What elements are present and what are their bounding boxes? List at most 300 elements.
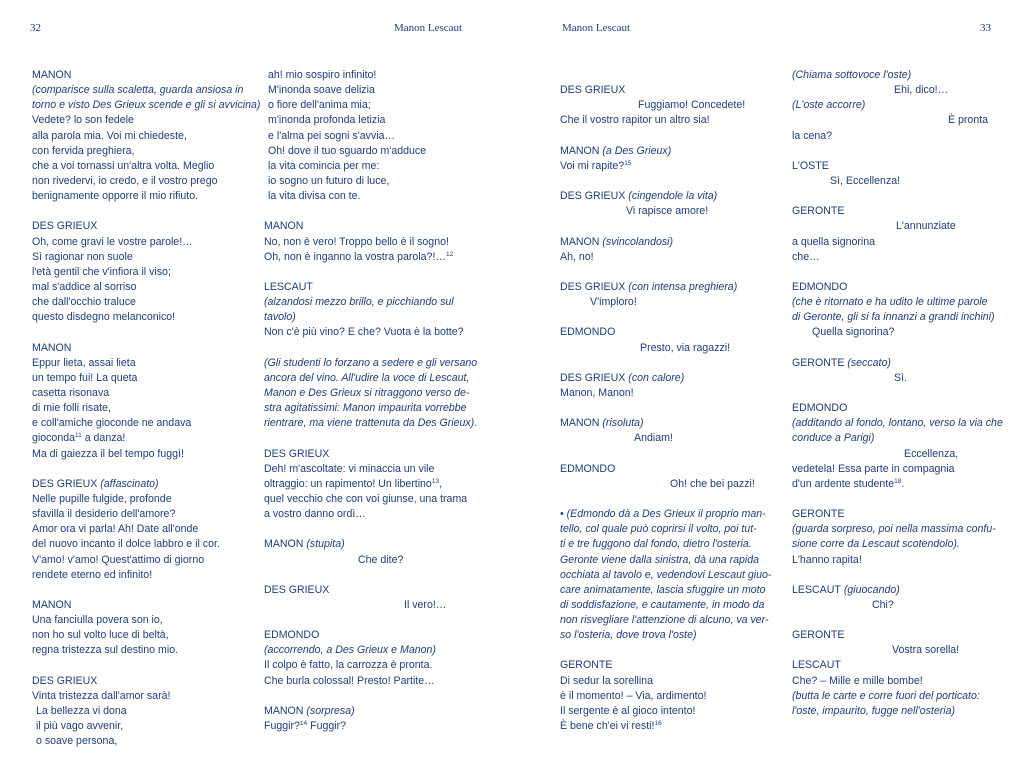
text-line bbox=[32, 719, 244, 734]
text-line bbox=[792, 416, 1004, 431]
stage-direction-text: di Geronte, gli si fa innanzi a grandi inchini) bbox=[792, 311, 995, 324]
text-line bbox=[32, 371, 244, 386]
text-line bbox=[560, 462, 772, 477]
text-line bbox=[32, 537, 244, 552]
line-text: DES GRIEUX bbox=[264, 583, 330, 596]
blank-line bbox=[560, 265, 772, 280]
line-text: la cena? bbox=[792, 129, 833, 142]
line-text: Oh! dove il tuo sguardo m'adduce bbox=[268, 144, 427, 157]
text-line bbox=[264, 250, 476, 265]
line-text: Nelle pupille fulgide, profonde bbox=[32, 492, 172, 505]
stage-direction-text: ancora del vino. All'udire la voce di Lescaut, bbox=[264, 371, 470, 384]
text-line bbox=[792, 658, 1004, 673]
stage-direction-text: (Chiama sottovoce l'oste) bbox=[792, 69, 912, 81]
stage-direction-text: (che è ritornato e ha udito le ultime parole bbox=[792, 296, 988, 309]
line-text: casetta risonava bbox=[32, 386, 110, 399]
line-text: Eppur lieta, assai lieta bbox=[32, 356, 136, 369]
blank-line bbox=[792, 568, 1004, 583]
text-line bbox=[264, 189, 476, 204]
text-line bbox=[32, 477, 244, 492]
line-text: EDMONDO bbox=[792, 402, 848, 415]
text-line bbox=[264, 477, 476, 492]
line-text: Che? – Mille e mille bombe! bbox=[792, 674, 923, 687]
text-line bbox=[32, 144, 244, 159]
line-text: Oh! che bei pazzi! bbox=[670, 477, 755, 490]
text-line bbox=[560, 583, 772, 598]
footnote-marker: 13 bbox=[431, 477, 440, 485]
running-head-right: Manon Lescaut bbox=[562, 22, 631, 34]
text-line bbox=[792, 219, 1004, 234]
text-line bbox=[560, 159, 772, 174]
line-text: GERONTE bbox=[792, 356, 845, 369]
line-text-tail: a danza! bbox=[81, 432, 126, 445]
text-column-2 bbox=[264, 68, 476, 734]
text-line bbox=[264, 492, 476, 507]
line-text: non rivedervi, io credo, e il vostro prego bbox=[32, 174, 218, 187]
line-text: M'inonda soave delizia bbox=[268, 84, 375, 97]
text-line bbox=[32, 674, 244, 689]
text-line bbox=[792, 250, 1004, 265]
text-line bbox=[560, 83, 772, 98]
line-text: ah! mio sospiro infinito! bbox=[268, 69, 377, 81]
text-line bbox=[264, 98, 476, 113]
text-line bbox=[32, 704, 244, 719]
line-text: È pronta bbox=[948, 114, 989, 127]
text-line bbox=[792, 68, 1004, 83]
line-text: Vedete? lo son fedele bbox=[32, 114, 134, 127]
text-line bbox=[560, 522, 772, 537]
stage-direction-text: tavolo) bbox=[264, 311, 296, 324]
line-text: DES GRIEUX bbox=[32, 220, 98, 233]
text-line bbox=[32, 401, 244, 416]
blank-line bbox=[792, 492, 1004, 507]
stage-direction-text: rientrare, ma viene trattenuta da Des Grieux). bbox=[264, 417, 478, 430]
line-text: DES GRIEUX bbox=[560, 190, 626, 203]
line-text: a vostro danno ordì… bbox=[264, 508, 366, 521]
line-text: Il colpo è fatto, la carrozza è pronta. bbox=[264, 659, 433, 672]
blank-line bbox=[792, 189, 1004, 204]
text-line bbox=[32, 568, 244, 583]
line-text: Che il vostro rapitor un altro sia! bbox=[560, 114, 710, 127]
text-line bbox=[792, 371, 1004, 386]
text-line bbox=[792, 537, 1004, 552]
blank-line bbox=[264, 341, 476, 356]
stage-direction-text: ti e tre fuggono dal fondo, dietro l'osteria. bbox=[560, 538, 752, 551]
text-line bbox=[32, 280, 244, 295]
line-text: DES GRIEUX bbox=[32, 477, 98, 490]
text-line bbox=[32, 416, 244, 431]
stage-direction-text: Manon e Des Grieux si ritraggono verso de- bbox=[264, 386, 470, 399]
text-line bbox=[264, 386, 476, 401]
text-line bbox=[560, 386, 772, 401]
text-line bbox=[560, 628, 772, 643]
text-line bbox=[560, 704, 772, 719]
blank-line bbox=[560, 356, 772, 371]
blank-line bbox=[792, 386, 1004, 401]
blank-line bbox=[264, 522, 476, 537]
text-line bbox=[792, 325, 1004, 340]
line-text: Deh! m'ascoltate: vi minaccia un vile bbox=[264, 462, 435, 475]
text-line bbox=[560, 674, 772, 689]
line-text: alla parola mia. Voi mi chiedeste, bbox=[32, 129, 187, 142]
line-text: Sì, Eccellenza! bbox=[830, 174, 901, 187]
stage-direction-text: (accorrendo, a Des Grieux e Manon) bbox=[264, 644, 436, 657]
blank-line bbox=[264, 265, 476, 280]
text-line bbox=[792, 98, 1004, 113]
text-line bbox=[792, 598, 1004, 613]
line-text: MANON bbox=[560, 417, 600, 430]
text-line bbox=[264, 371, 476, 386]
line-text: l'età gentil che v'infiora il viso; bbox=[32, 265, 171, 278]
text-line bbox=[792, 235, 1004, 250]
stage-direction-text: (L'oste accorre) bbox=[792, 99, 866, 112]
blank-line bbox=[560, 643, 772, 658]
text-line bbox=[32, 598, 244, 613]
line-text: la vita comincia per me: bbox=[268, 159, 380, 172]
text-line bbox=[560, 537, 772, 552]
text-line bbox=[264, 674, 476, 689]
stage-direction-text: (Gli studenti lo forzano a sedere e gli versano bbox=[264, 356, 478, 369]
line-text: regna tristezza sul destino mio. bbox=[32, 644, 179, 657]
line-text: Eccellenza, bbox=[904, 447, 959, 460]
stage-direction: (seccato) bbox=[844, 356, 891, 369]
text-line bbox=[792, 310, 1004, 325]
line-text: mal s'addice al sorriso bbox=[32, 280, 137, 293]
page-number-left: 32 bbox=[30, 22, 41, 34]
line-text: un tempo fui! La queta bbox=[32, 371, 138, 384]
blank-line bbox=[792, 144, 1004, 159]
text-line bbox=[264, 507, 476, 522]
line-text: Che burla colossal! Presto! Partite… bbox=[264, 674, 435, 687]
line-text: Il sergente è al gioco intento! bbox=[560, 704, 696, 717]
text-line bbox=[792, 204, 1004, 219]
text-line bbox=[32, 159, 244, 174]
text-line bbox=[264, 310, 476, 325]
blank-line bbox=[560, 401, 772, 416]
line-text: EDMONDO bbox=[560, 326, 616, 339]
text-line bbox=[264, 129, 476, 144]
text-line bbox=[560, 250, 772, 265]
stage-direction-text: • (Edmondo dà a Des Grieux il proprio man- bbox=[560, 508, 766, 521]
stage-direction-text: di soddisfazione, e cautamente, in modo da bbox=[560, 598, 765, 611]
line-text: Sì ragionar non suole bbox=[32, 250, 133, 263]
line-text: d'un ardente studente bbox=[792, 477, 895, 490]
line-text: MANON bbox=[32, 69, 72, 81]
line-text: LESCAUT bbox=[264, 280, 313, 293]
line-text: del nuovo incanto il dolce labbro e il cor. bbox=[32, 538, 220, 551]
line-text: MANON bbox=[560, 144, 600, 157]
stage-direction-text: so l'osteria, dove trova l'oste) bbox=[560, 629, 697, 642]
line-text: L'hanno rapita! bbox=[792, 553, 862, 566]
line-text: È bene ch'ei vi resti! bbox=[560, 720, 655, 733]
line-text: DES GRIEUX bbox=[560, 84, 626, 97]
text-line bbox=[560, 235, 772, 250]
text-column-3 bbox=[560, 68, 772, 734]
stage-direction: (con intensa preghiera) bbox=[625, 280, 738, 293]
line-text: MANON bbox=[264, 704, 304, 717]
text-line bbox=[264, 83, 476, 98]
text-line bbox=[32, 265, 244, 280]
stage-direction: (giuocando) bbox=[840, 583, 900, 596]
stage-direction-text: (additando al fondo, lontano, verso la via che bbox=[792, 417, 1003, 430]
text-line bbox=[560, 189, 772, 204]
text-line bbox=[560, 477, 772, 492]
line-text: L'annunziate bbox=[896, 220, 956, 233]
line-text: LESCAUT bbox=[792, 583, 841, 596]
blank-line bbox=[560, 492, 772, 507]
text-line bbox=[264, 68, 476, 83]
text-line bbox=[264, 553, 476, 568]
text-line bbox=[264, 598, 476, 613]
text-line bbox=[264, 174, 476, 189]
line-text: V'amo! v'amo! Quest'attimo di giorno bbox=[32, 553, 205, 566]
line-text: Fuggir? bbox=[264, 720, 300, 733]
text-line bbox=[264, 416, 476, 431]
stage-direction-text: (comparisce sulla scaletta, guarda ansiosa in bbox=[32, 84, 244, 97]
line-text: Ehi, dico!… bbox=[894, 84, 949, 97]
line-text: Andiam! bbox=[634, 432, 673, 445]
stage-direction-text: care animatamente, lascia sfuggire un moto bbox=[560, 583, 766, 596]
line-text: oltraggio: un rapimento! Un libertino bbox=[264, 477, 432, 490]
text-line bbox=[560, 341, 772, 356]
line-text: Manon, Manon! bbox=[560, 386, 634, 399]
line-text: gioconda bbox=[32, 432, 76, 445]
text-line bbox=[792, 462, 1004, 477]
text-line bbox=[792, 174, 1004, 189]
text-line bbox=[32, 174, 244, 189]
text-line bbox=[32, 310, 244, 325]
stage-direction: (con calore) bbox=[625, 371, 685, 384]
text-line bbox=[32, 68, 244, 83]
stage-direction-text: (butta le carte e corre fuori del porticato: bbox=[792, 689, 980, 702]
line-text: EDMONDO bbox=[560, 462, 616, 475]
line-text: Il vero!… bbox=[404, 598, 447, 611]
blank-line bbox=[560, 219, 772, 234]
line-text: e l'alma pei sogni s'avvia… bbox=[268, 129, 396, 142]
text-line bbox=[32, 250, 244, 265]
line-text: MANON bbox=[264, 220, 304, 233]
text-line bbox=[264, 643, 476, 658]
text-line bbox=[792, 113, 1004, 128]
line-text: MANON bbox=[264, 538, 304, 551]
footnote-marker: 11 bbox=[75, 432, 82, 440]
line-text: con fervida preghiera, bbox=[32, 144, 135, 157]
line-text: m'inonda profonda letizia bbox=[268, 114, 386, 127]
text-line bbox=[32, 189, 244, 204]
stage-direction-text: occhiata al tavolo e, vedendovi Lescaut giuo- bbox=[560, 568, 772, 581]
text-line bbox=[560, 507, 772, 522]
text-line bbox=[560, 613, 772, 628]
text-line bbox=[264, 235, 476, 250]
text-line bbox=[792, 674, 1004, 689]
line-text: Non c'è più vino? E che? Vuota è la botte? bbox=[264, 326, 464, 339]
text-line bbox=[792, 401, 1004, 416]
text-line bbox=[32, 431, 244, 446]
text-line bbox=[560, 553, 772, 568]
text-line bbox=[32, 129, 244, 144]
line-text: Vinta tristezza dall'amor sarà! bbox=[32, 689, 171, 702]
line-text: o fiore dell'anima mia; bbox=[268, 99, 371, 112]
stage-direction: (svincolandosi) bbox=[599, 235, 674, 248]
blank-line bbox=[560, 68, 772, 83]
text-line bbox=[264, 325, 476, 340]
line-text: non ho sul volto luce di beltà, bbox=[32, 629, 169, 642]
text-line bbox=[792, 643, 1004, 658]
blank-line bbox=[32, 583, 244, 598]
text-line bbox=[264, 219, 476, 234]
text-line bbox=[560, 295, 772, 310]
line-text: a quella signorina bbox=[792, 235, 876, 248]
text-line bbox=[264, 144, 476, 159]
text-line bbox=[32, 113, 244, 128]
line-text: DES GRIEUX bbox=[560, 280, 626, 293]
stage-direction: (sorpresa) bbox=[303, 704, 355, 717]
line-text-tail: . bbox=[901, 477, 905, 490]
text-line bbox=[792, 522, 1004, 537]
line-text: Una fanciulla povera son io, bbox=[32, 614, 163, 627]
stage-direction: (affascinato) bbox=[97, 477, 159, 490]
text-line bbox=[792, 280, 1004, 295]
text-line bbox=[32, 643, 244, 658]
line-text: Presto, via ragazzi! bbox=[640, 341, 731, 354]
text-line bbox=[264, 159, 476, 174]
text-line bbox=[32, 386, 244, 401]
text-line bbox=[264, 295, 476, 310]
blank-line bbox=[264, 689, 476, 704]
text-line bbox=[792, 553, 1004, 568]
text-line bbox=[560, 658, 772, 673]
text-line bbox=[32, 628, 244, 643]
text-line bbox=[560, 325, 772, 340]
text-line bbox=[792, 477, 1004, 492]
text-line bbox=[264, 628, 476, 643]
line-text: che a voi tornassi un'altra volta. Meglio bbox=[32, 159, 215, 172]
line-text: L'OSTE bbox=[792, 159, 829, 172]
line-text: Voi mi rapite? bbox=[560, 159, 625, 172]
text-line bbox=[264, 356, 476, 371]
text-line bbox=[560, 689, 772, 704]
text-line bbox=[560, 280, 772, 295]
text-line bbox=[32, 83, 244, 98]
text-column-1 bbox=[32, 68, 261, 749]
stage-direction-text: conduce a Parigi) bbox=[792, 432, 875, 445]
line-text: quel vecchio che con voi giunse, una trama bbox=[264, 492, 468, 505]
text-line bbox=[264, 113, 476, 128]
line-text: LESCAUT bbox=[792, 659, 841, 672]
line-text: è il momento! – Via, ardimento! bbox=[560, 689, 707, 702]
footnote-marker: 15 bbox=[624, 159, 632, 167]
text-line bbox=[560, 144, 772, 159]
blank-line bbox=[32, 204, 244, 219]
line-text: sfavilla il desiderio dell'amore? bbox=[32, 508, 176, 521]
footnote-marker: 16 bbox=[654, 720, 662, 728]
blank-line bbox=[264, 431, 476, 446]
blank-line bbox=[792, 613, 1004, 628]
blank-line bbox=[32, 462, 244, 477]
line-text: la vita divisa con te. bbox=[268, 190, 361, 203]
blank-line bbox=[264, 568, 476, 583]
line-text: questo disdegno melanconico! bbox=[32, 311, 176, 324]
text-line bbox=[792, 583, 1004, 598]
stage-direction: (risoluta) bbox=[599, 417, 644, 430]
text-line bbox=[792, 689, 1004, 704]
text-line bbox=[264, 280, 476, 295]
text-line bbox=[792, 507, 1004, 522]
line-text: il più vago avvenir, bbox=[36, 720, 124, 733]
text-line bbox=[32, 295, 244, 310]
line-text: GERONTE bbox=[792, 508, 845, 521]
stage-direction-text: Geronte viene dalla sinistra, dà una rapida bbox=[560, 553, 760, 566]
stage-direction-text: non risvegliare l'attenzione di alcuno, va ver- bbox=[560, 614, 769, 627]
stage-direction-text: stra agitatissimi: Manon impaurita vorrebbe bbox=[264, 402, 467, 415]
line-text: Che dite? bbox=[358, 553, 404, 566]
text-line bbox=[264, 447, 476, 462]
line-text-tail: , bbox=[439, 477, 443, 490]
line-text: Quella signorina? bbox=[812, 326, 895, 339]
line-text: DES GRIEUX bbox=[32, 674, 98, 687]
text-line bbox=[32, 613, 244, 628]
right-page bbox=[512, 0, 1024, 768]
stage-direction: (a Des Grieux) bbox=[599, 144, 672, 157]
blank-line bbox=[32, 325, 244, 340]
line-text: che dall'occhio traluce bbox=[32, 296, 136, 309]
text-line bbox=[560, 719, 772, 734]
line-text: Ma di gaiezza il bel tempo fuggì! bbox=[32, 447, 184, 460]
line-text: di mie folli risate, bbox=[32, 402, 111, 415]
line-text: Oh, come gravi le vostre parole!… bbox=[32, 235, 193, 248]
line-text: che… bbox=[792, 250, 820, 263]
text-line bbox=[560, 98, 772, 113]
blank-line bbox=[264, 204, 476, 219]
text-line bbox=[560, 204, 772, 219]
text-line bbox=[560, 568, 772, 583]
footnote-marker: 18 bbox=[894, 477, 902, 485]
footnote-marker: 14 bbox=[299, 720, 308, 728]
line-text: benignamente opporre il mio rifiuto. bbox=[32, 190, 199, 203]
text-line bbox=[792, 295, 1004, 310]
text-line bbox=[32, 235, 244, 250]
text-line bbox=[264, 537, 476, 552]
text-line bbox=[560, 371, 772, 386]
stage-direction: (stupita) bbox=[303, 538, 345, 551]
blank-line bbox=[560, 310, 772, 325]
text-line bbox=[32, 219, 244, 234]
line-text: La bellezza vi dona bbox=[36, 704, 127, 717]
text-line bbox=[792, 628, 1004, 643]
stage-direction-text: (alzandosi mezzo brillo, e picchiando sul bbox=[264, 296, 454, 309]
text-line bbox=[264, 704, 476, 719]
stage-direction-text: l'oste, impaurito, fugge nell'osteria) bbox=[792, 704, 956, 717]
line-text: Amor ora vi parla! Ah! Date all'onde bbox=[32, 523, 199, 536]
line-text: MANON bbox=[32, 341, 72, 354]
line-text: V'imploro! bbox=[590, 296, 637, 309]
line-text: GERONTE bbox=[792, 629, 845, 642]
line-text: Oh, non è inganno la vostra parola?!… bbox=[264, 250, 446, 263]
stage-direction-text: sione corre da Lescaut scotendolo). bbox=[792, 538, 960, 551]
blank-line bbox=[32, 658, 244, 673]
stage-direction-text: tello, col quale può coprirsi il volto, poi tut- bbox=[560, 523, 757, 536]
line-text: Vi rapisce amore! bbox=[626, 205, 709, 218]
text-line bbox=[264, 462, 476, 477]
text-line bbox=[32, 492, 244, 507]
blank-line bbox=[792, 265, 1004, 280]
line-text: DES GRIEUX bbox=[264, 447, 330, 460]
line-text: Chi? bbox=[872, 598, 894, 611]
line-text: MANON bbox=[32, 598, 72, 611]
text-line bbox=[32, 522, 244, 537]
text-line bbox=[32, 689, 244, 704]
line-text: rendete eterno ed infinito! bbox=[32, 568, 153, 581]
